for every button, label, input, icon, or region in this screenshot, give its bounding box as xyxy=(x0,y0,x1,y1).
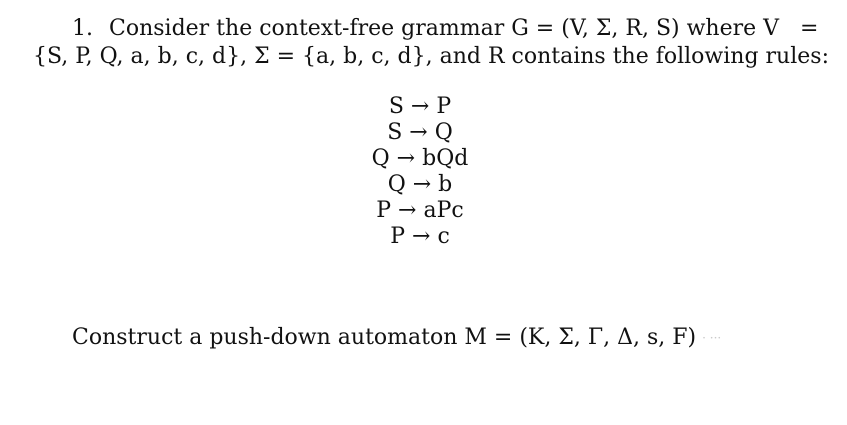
grammar-rules xyxy=(320,94,520,250)
problem-line-1 xyxy=(72,15,779,43)
grammar-rule: Q → b xyxy=(387,172,453,197)
faint-trailing-text: · ··· xyxy=(702,331,722,345)
grammar-rule: S → P xyxy=(388,94,452,119)
line-1-equals-sign: = xyxy=(800,16,819,41)
grammar-rule: P → c xyxy=(390,224,450,249)
construct-text: Construct a push-down automaton M = (K, Σ, Γ, Δ, s, F) xyxy=(72,325,697,350)
construct-instruction xyxy=(72,324,721,352)
grammar-rule: S → Q xyxy=(387,120,453,145)
problem-line-1-text: Consider the context-free grammar G = (V, Σ, R, S) where V xyxy=(109,16,780,41)
grammar-rule: Q → bQd xyxy=(371,146,469,171)
problem-line-2: {S, P, Q, a, b, c, d}, Σ = {a, b, c, d}, and R contains the following rules: xyxy=(33,44,829,69)
problem-number: 1. xyxy=(72,16,93,41)
grammar-rule: P → aPc xyxy=(376,198,464,223)
